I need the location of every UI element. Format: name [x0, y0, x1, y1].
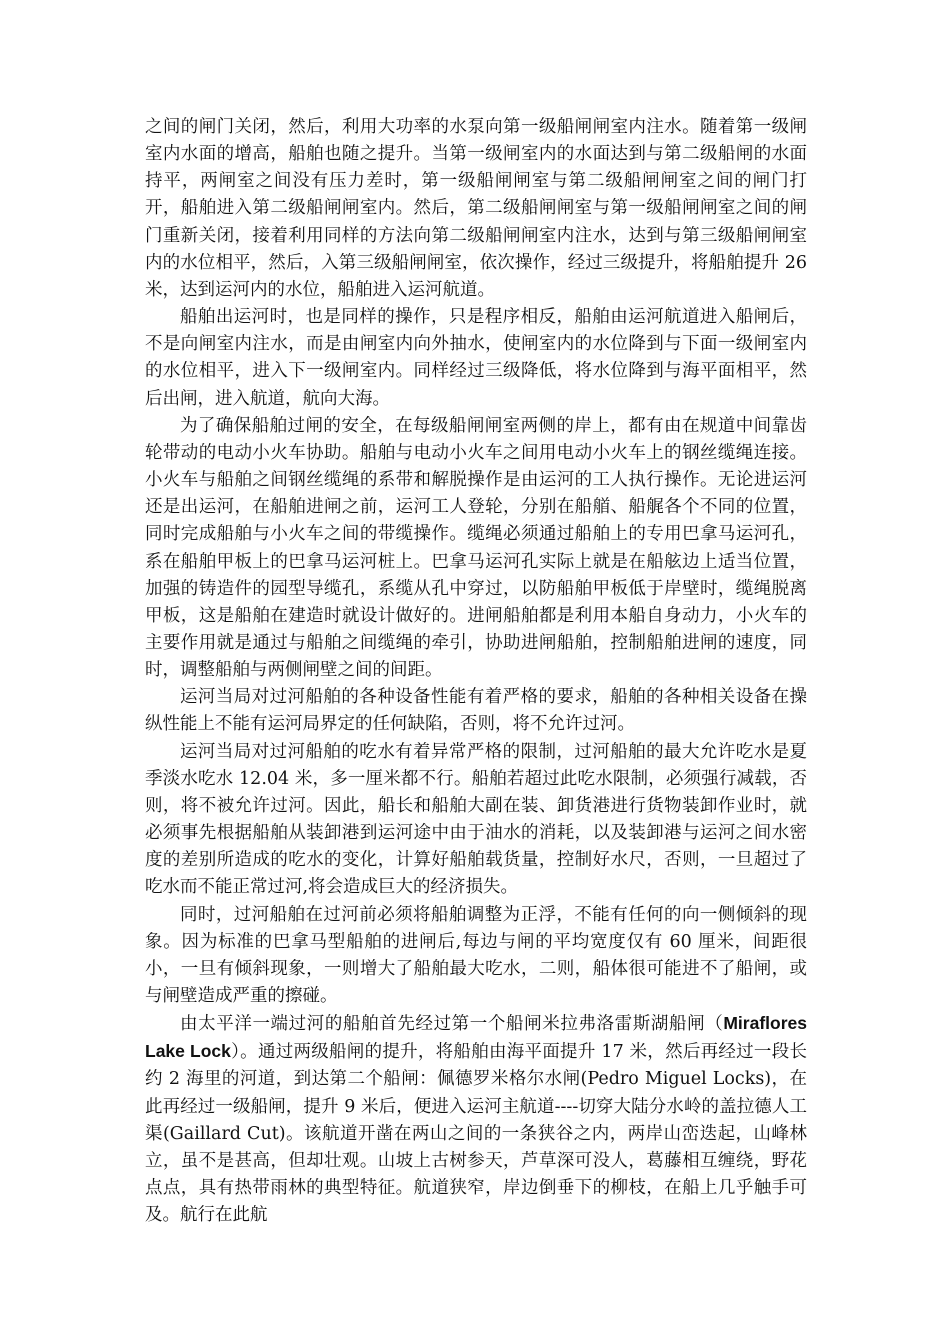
paragraph-text: 船舶出运河时，也是同样的操作，只是程序相反，船舶由运河航道进入船闸后，不是向闸室内注水，而是由闸室内向外抽水，使闸室内的水位降到与下面一级闸室内的水位相平，进入下一级闸室内。同样经过三级降低，将水位降到与海平面相平，然后出闸，进入航道，航向大海。: [145, 307, 807, 409]
paragraph-text: 同时，过河船舶在过河前必须将船舶调整为正浮，不能有任何的向一侧倾斜的现象。因为标准的巴拿马型船舶的进闸后,每边与闸的平均宽度仅有 60 厘米，间距很小，一旦有倾斜现象，一则增大了船舶最大吃水，二则，船体很可能进不了船闸，或与闸壁造成严重的擦碰。: [145, 904, 807, 1006]
paragraph-text: 运河当局对过河船舶的各种设备性能有着严格的要求，船舶的各种相关设备在操纵性能上不能有运河局界定的任何缺陷，否则，将不允许过河。: [145, 687, 807, 735]
paragraph-4: [145, 684, 807, 738]
paragraph-text: 为了确保船舶过闸的安全，在每级船闸闸室两侧的岸上，都有由在规道中间靠齿轮带动的电动小火车协助。船舶与电动小火车之间用电动小火车上的钢丝缆绳连接。小火车与船舶之间钢丝缆绳的系带和解脱操作是由运河的工人执行操作。无论进运河还是出运河，在船舶进闸之前，运河工人登轮，分别在船艏、船艉各个不同的位置，同时完成船舶与小火车之间的带缆操作。缆绳必须通过船舶上的专用巴拿马运河孔，系在船舶甲板上的巴拿马运河桩上。巴拿马运河孔实际上就是在船舷边上适当位置，加强的铸造件的园型导缆孔，系缆从孔中穿过，以防船舶甲板低于岸壁时，缆绳脱离甲板，这是船舶在建造时就设计做好的。进闸船舶都是利用本船自身动力，小火车的主要作用就是通过与船舶之间缆绳的牵引，协助进闸船舶，控制船舶进闸的速度，同时，调整船舶与两侧闸壁之间的间距。: [145, 415, 807, 681]
paragraph-text: ）。通过两级船闸的提升，将船舶由海平面提升 17 米，然后再经过一段长约 2 海里的河道，到达第二个船闸：佩德罗米格尔水闸(Pedro Miguel Locks)，在此再经过一级船闸，提升 9 米后，便进入运河主航道----切穿大陆分水岭的盖拉德人工渠(Gaillard Cut)。该航道开凿在两山之间的一条狭谷之内，两岸山峦迭起，山峰林立，虽不是甚高，但却壮观。山坡上古树参天，芦草深可没人，葛藤相互缠绕，野花点点，具有热带雨林的典型特征。航道狭窄，岸边倒垂下的柳枝，在船上几乎触手可及。航行在此航: [145, 1042, 807, 1226]
paragraph-7: [145, 1010, 807, 1229]
lock-name-english: Miraflores Lake Lock: [145, 1013, 807, 1062]
paragraph-text: 运河当局对过河船舶的吃水有着异常严格的限制，过河船舶的最大允许吃水是夏季淡水吃水 12.04 米，多一厘米都不行。船舶若超过此吃水限制，必须强行减载，否则，将不被允许过河。因此，船长和船舶大副在装、卸货港进行货物装卸作业时，就必须事先根据船舶从装卸港到运河途中由于油水的消耗，以及装卸港与运河之间水密度的差别所造成的吃水的变化，计算好船舶载货量，控制好水尺，否则，一旦超过了吃水而不能正常过河,将会造成巨大的经济损失。: [145, 741, 807, 898]
paragraph-text: 之间的闸门关闭，然后，利用大功率的水泵向第一级船闸闸室内注水。随着第一级闸室内水面的增高，船舶也随之提升。当第一级闸室内的水面达到与第二级船闸的水面持平，两闸室之间没有压力差时，第一级船闸闸室与第二级船闸闸室之间的闸门打开，船舶进入第二级船闸闸室内。然后，第二级船闸闸室与第一级船闸闸室之间的闸门重新关闭，接着利用同样的方法向第二级船闸闸室内注水，达到与第三级船闸闸室内的水位相平，然后，入第三级船闸闸室，依次操作，经过三级提升，将船舶提升 26 米，达到运河内的水位，船舶进入运河航道。: [145, 117, 807, 300]
paragraph-1: [145, 114, 807, 304]
paragraph-text: 由太平洋一端过河的船舶首先经过第一个船闸米拉弗洛雷斯湖船闸（: [180, 1014, 724, 1035]
paragraph-6: [145, 902, 807, 1011]
paragraph-2: [145, 304, 807, 413]
paragraph-5: [145, 739, 807, 902]
paragraph-3: [145, 413, 807, 685]
document-body: [145, 114, 807, 1229]
